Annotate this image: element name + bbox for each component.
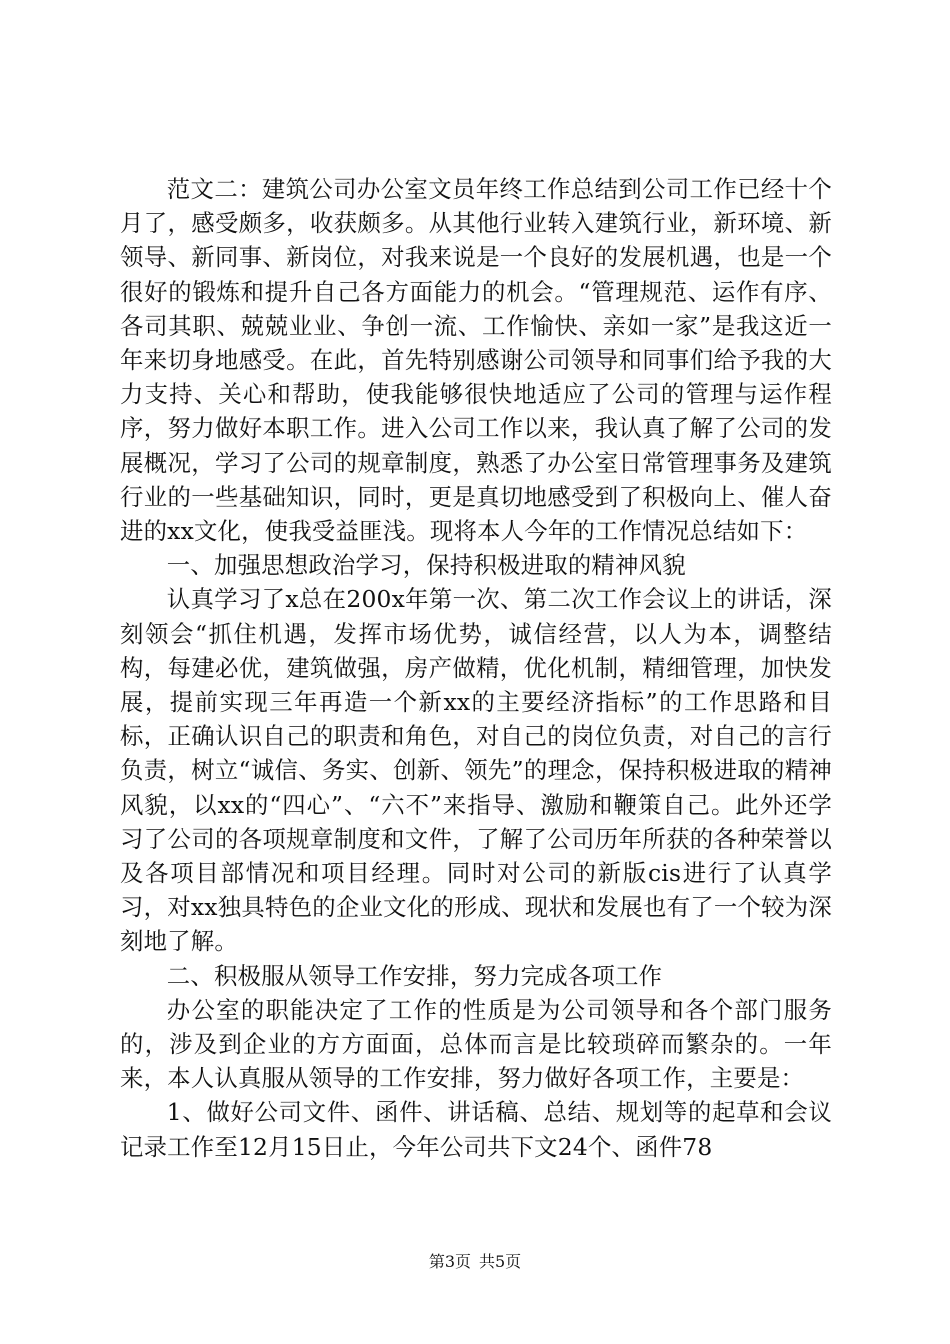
paragraph-item-1: 1、做好公司文件、函件、讲话稿、总结、规划等的起草和会议记录工作至12月15日止，今年公司共下文24个、函件78 [120, 1098, 832, 1161]
paragraph-section-2: 办公室的职能决定了工作的性质是为公司领导和各个部门服务的，涉及到企业的方方面面，总体而言是比较琐碎而繁杂的。一年来，本人认真服从领导的工作安排，努力做好各项工作，主要是： [120, 995, 832, 1093]
paragraph-section-1: 认真学习了x总在200x年第一次、第二次工作会议上的讲话，深刻领会“抓住机遇，发挥市场优势，诚信经营，以人为本，调整结构，每建必优，建筑做强，房产做精，优化机制，精细管理，加快发展，提前实现三年再造一个新xx的主要经济指标”的工作思路和目标，正确认识自己的职责和角色，对自己的岗位负责，对自己的言行负责，树立“诚信、务实、创新、领先”的理念，保持积极进取的精神风貌，以xx的“四心”、“六不”来指导、激励和鞭策自己。此外还学习了公司的各项规章制度和文件，了解了公司历年所获的各种荣誉以及各项目部情况和项目经理。同时对公司的新版cis进行了认真学习，对xx独具特色的企业文化的形成、现状和发展也有了一个较为深刻地了解。 [120, 585, 832, 956]
paragraph-intro: 范文二：建筑公司办公室文员年终工作总结到公司工作已经十个月了，感受颇多，收获颇多。从其他行业转入建筑行业，新环境、新领导、新同事、新岗位，对我来说是一个良好的发展机遇，也是一个很好的锻炼和提升自己各方面能力的机会。“管理规范、运作有序、各司其职、兢兢业业、争创一流、工作愉快、亲如一家”是我这近一年来切身地感受。在此，首先特别感谢公司领导和同事们给予我的大力支持、关心和帮助，使我能够很快地适应了公司的管理与运作程序，努力做好本职工作。进入公司工作以来，我认真了解了公司的发展概况，学习了公司的规章制度，熟悉了办公室日常管理事务及建筑行业的一些基础知识，同时，更是真切地感受到了积极向上、催人奋进的xx文化，使我受益匪浅。现将本人今年的工作情况总结如下： [120, 175, 832, 546]
document-body [120, 172, 832, 1164]
page-number-current: 第3页 [428, 1252, 471, 1271]
page-number-total: 共5页 [479, 1252, 522, 1271]
section-heading-1: 一、加强思想政治学习，保持积极进取的精神风貌 [166, 551, 686, 580]
page-footer [0, 1252, 950, 1272]
section-heading-2: 二、积极服从领导工作安排，努力完成各项工作 [166, 961, 663, 990]
